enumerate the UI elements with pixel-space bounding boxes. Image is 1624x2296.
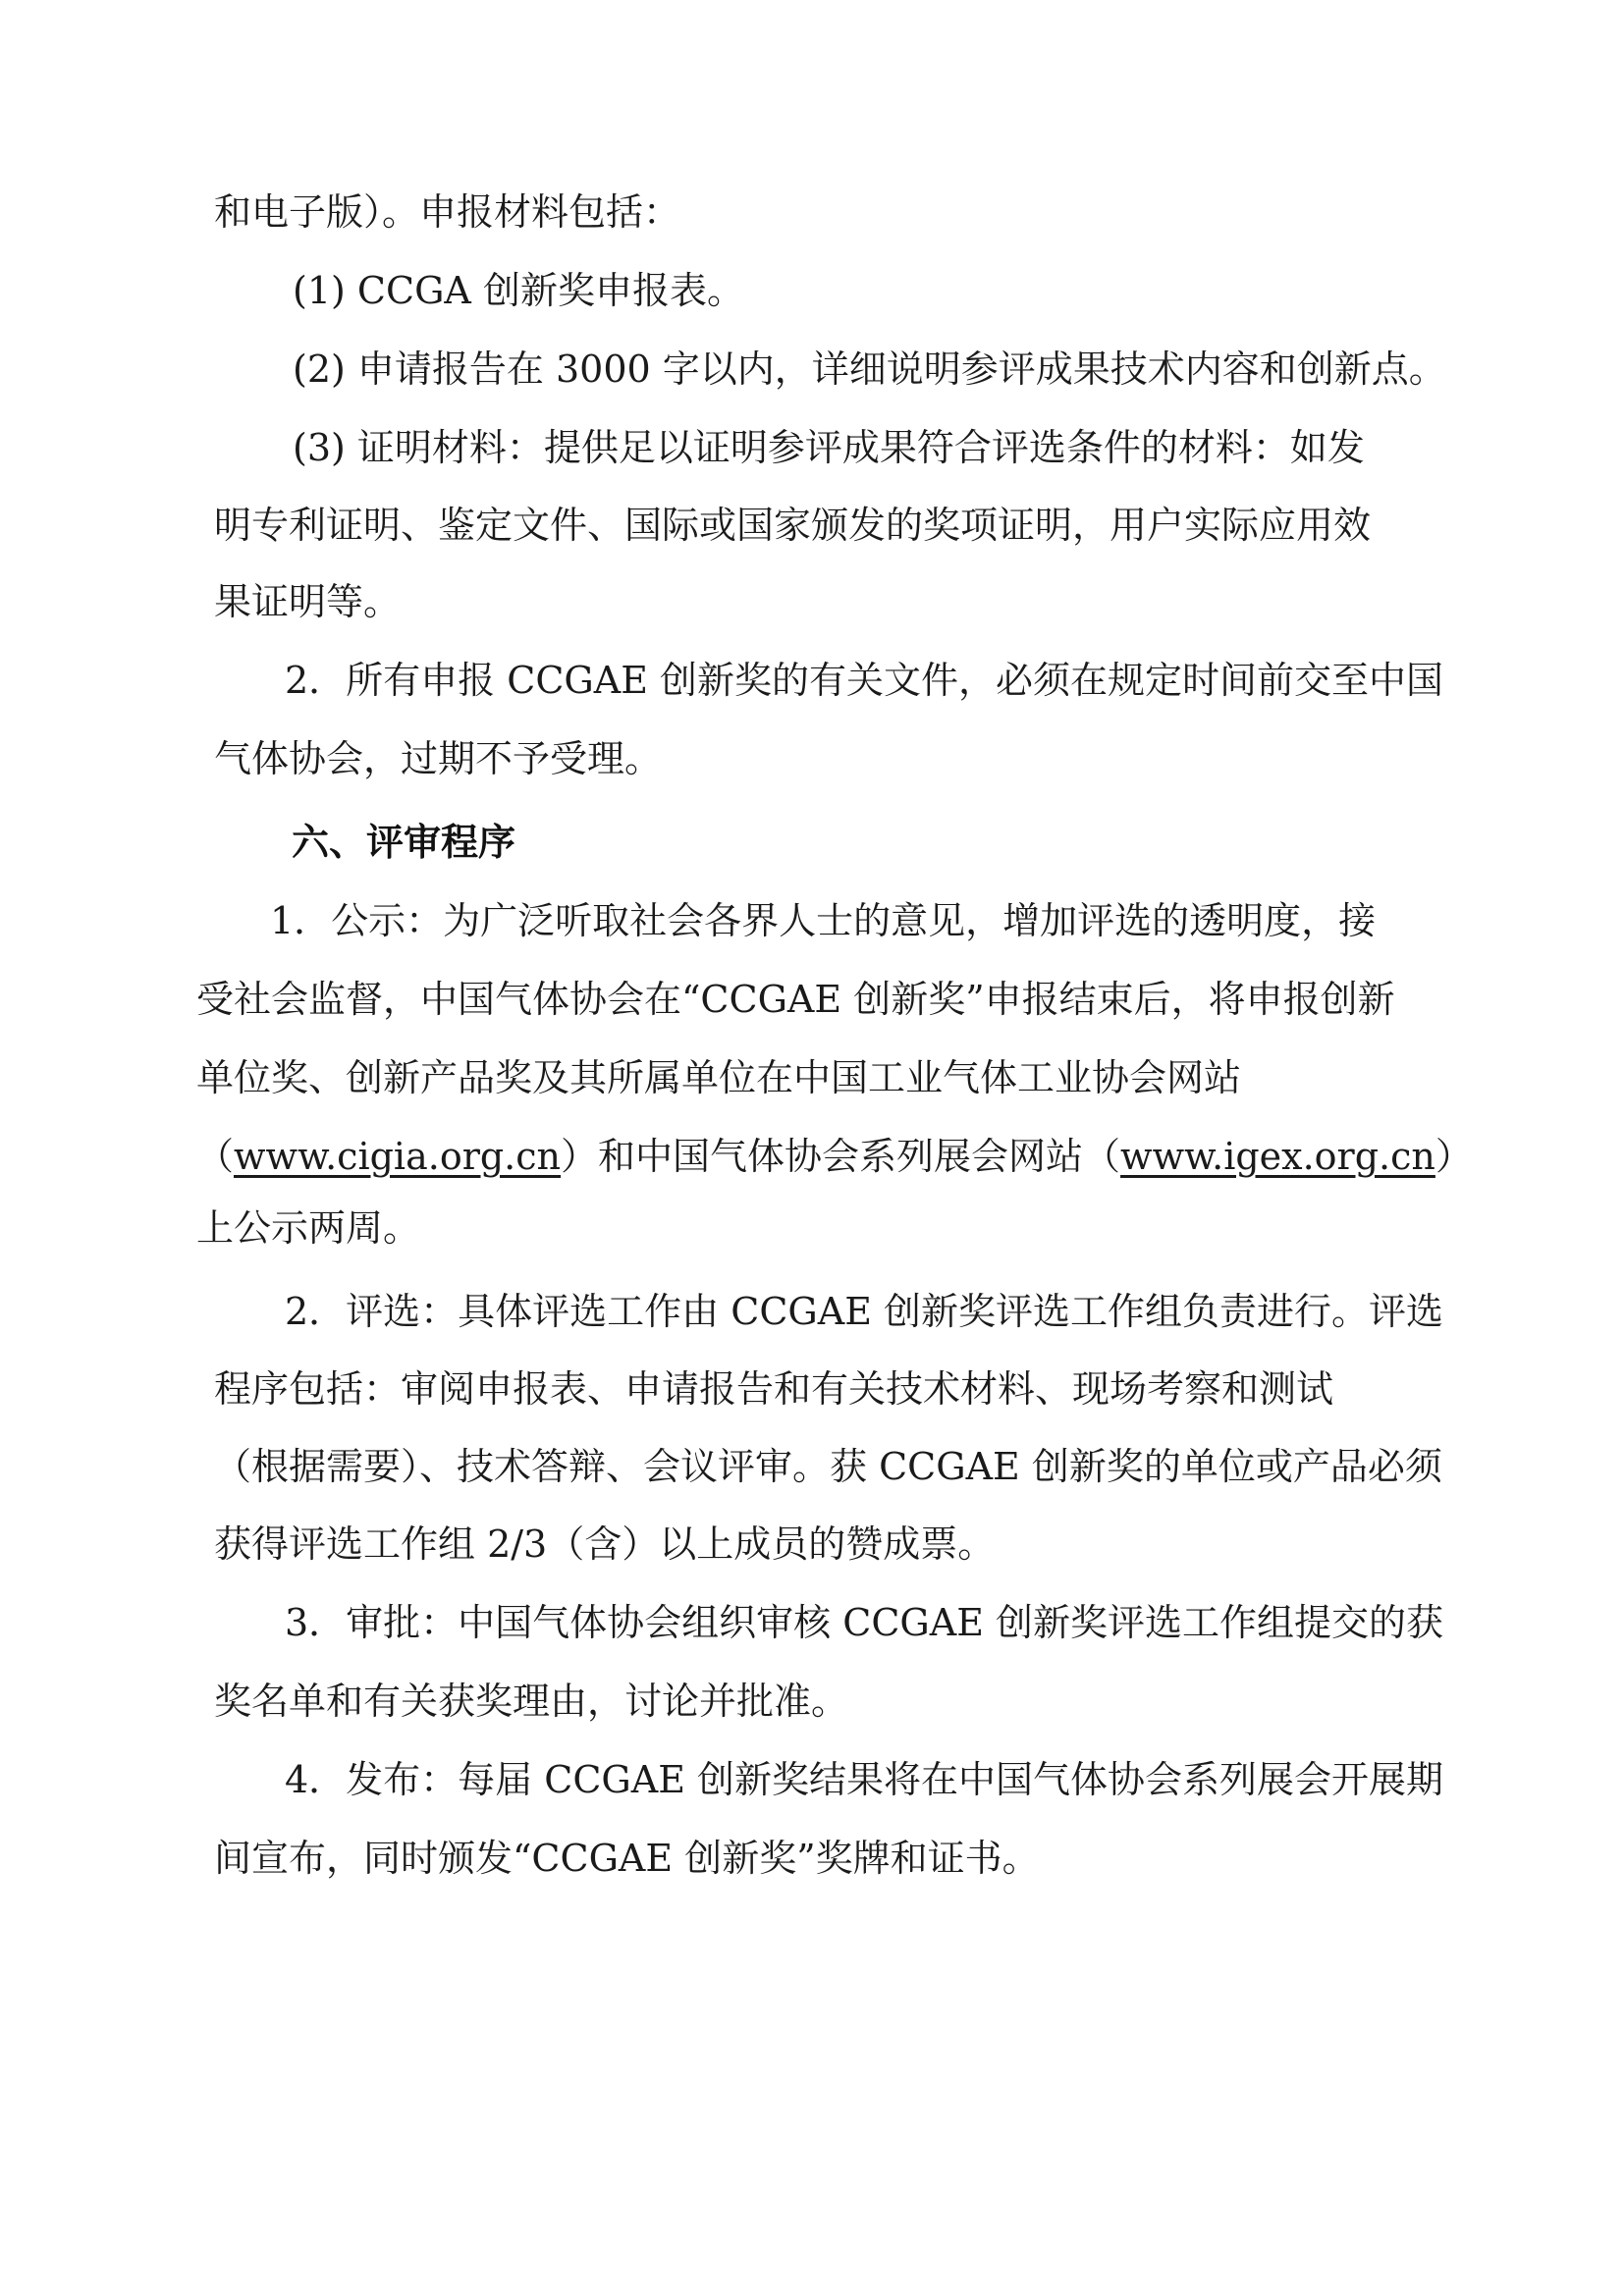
item-3-line-2: 明专利证明、鉴定文件、国际或国家颁发的奖项证明，用户实际应用效	[214, 504, 1372, 547]
p2-line-3: （根据需要）、技术答辩、会议评审。获 CCGAE 创新奖的单位或产品必须	[214, 1445, 1442, 1488]
p4-line-2: 间宣布，同时颁发“CCGAE 创新奖”奖牌和证书。	[214, 1837, 1040, 1880]
igex-link[interactable]: www.igex.org.cn	[1120, 1135, 1435, 1178]
url-line-middle: ）和中国气体协会系列展会网站（	[561, 1135, 1121, 1178]
p2-line-4: 获得评选工作组 2/3（含）以上成员的赞成票。	[214, 1522, 996, 1566]
section-heading: 六、评审程序	[292, 821, 516, 864]
item-3-line-1	[293, 425, 1365, 470]
p1-url-line	[196, 1134, 1473, 1179]
item-1	[293, 268, 744, 313]
p3-line-1: 3．审批：中国气体协会组织审核 CCGAE 创新奖评选工作组提交的获	[285, 1601, 1444, 1644]
p2-line-2: 程序包括：审阅申报表、申请报告和有关技术材料、现场考察和测试	[214, 1367, 1334, 1411]
intro-line: 和电子版）。申报材料包括：	[214, 190, 681, 234]
p1-line-1: 1．公示：为广泛听取社会各界人士的意见，增加评选的透明度，接	[270, 899, 1377, 942]
item-2-label: (2)	[293, 347, 346, 391]
point-2-line-1: 2．所有申报 CCGAE 创新奖的有关文件，必须在规定时间前交至中国	[285, 659, 1444, 702]
item-2	[293, 347, 1446, 392]
item-1-label: (1)	[293, 269, 346, 312]
p4-line-1: 4．发布：每届 CCGAE 创新奖结果将在中国气体协会系列展会开展期	[285, 1758, 1444, 1801]
item-2-text: 申请报告在 3000 字以内，详细说明参评成果技术内容和创新点。	[356, 347, 1446, 391]
close-paren: ）	[1435, 1135, 1473, 1178]
p1-line-3: 单位奖、创新产品奖及其所属单位在中国工业气体工业协会网站	[196, 1056, 1242, 1099]
cigia-link[interactable]: www.cigia.org.cn	[234, 1135, 562, 1178]
p1-line-2: 受社会监督，中国气体协会在“CCGAE 创新奖”申报结束后，将申报创新	[196, 978, 1395, 1021]
p2-line-1: 2．评选：具体评选工作由 CCGAE 创新奖评选工作组负责进行。评选	[285, 1290, 1444, 1333]
p3-line-2: 奖名单和有关获奖理由，讨论并批准。	[214, 1680, 849, 1723]
p1-last-line: 上公示两周。	[196, 1206, 421, 1250]
open-paren: （	[196, 1135, 235, 1178]
item-3-text: 证明材料：提供足以证明参评成果符合评选条件的材料：如发	[356, 426, 1365, 469]
item-3-label: (3)	[293, 426, 346, 469]
point-2-line-2: 气体协会，过期不予受理。	[214, 737, 663, 780]
item-3-line-3: 果证明等。	[214, 580, 402, 623]
item-1-text: CCGA 创新奖申报表。	[356, 269, 744, 312]
